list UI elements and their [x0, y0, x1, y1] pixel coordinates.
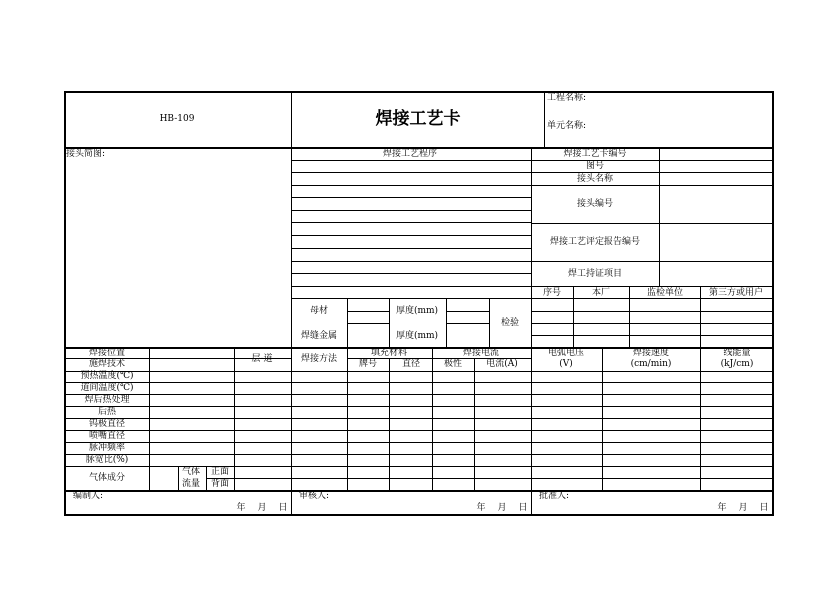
prepared-day: 日: [278, 503, 288, 513]
grid-line: [531, 147, 532, 348]
layer-pass-label: 层-道: [251, 354, 273, 364]
prepared-year: 年: [236, 503, 246, 513]
approved-day: 日: [759, 503, 769, 513]
pwht-label: 焊后热处理: [84, 395, 130, 405]
grid-line: [602, 347, 603, 491]
polarity-label: 极性: [443, 359, 463, 369]
grid-line: [291, 91, 292, 148]
grid-line: [573, 286, 574, 348]
grid-line: [291, 210, 532, 211]
grid-line: [531, 311, 773, 312]
grid-line: [544, 91, 545, 148]
filler-label: 填充材料: [370, 348, 408, 358]
procedure-label: 焊接工艺程序: [382, 149, 438, 159]
reviewed-year: 年: [476, 503, 486, 513]
grid-line: [700, 347, 701, 491]
grid-line: [531, 335, 773, 336]
doc-code: HB-109: [159, 114, 195, 124]
approved-by-label: 批准人:: [539, 491, 570, 501]
grid-line: [64, 430, 773, 431]
approved-month: 月: [738, 503, 748, 513]
grid-line: [64, 514, 774, 516]
grid-line: [474, 358, 475, 491]
weld-metal-label: 焊缝金属: [300, 331, 338, 341]
grid-line: [347, 347, 348, 491]
inspection-seq-label: 序号: [542, 288, 562, 298]
pulse-ratio-label: 脉宽比(%): [85, 455, 129, 465]
grid-line: [291, 273, 532, 274]
grid-line: [446, 323, 490, 324]
drawing-no-label: 图号: [585, 161, 605, 171]
grid-line: [291, 248, 532, 249]
weld-position-label: 焊接位置: [88, 348, 126, 358]
brand-label: 牌号: [358, 359, 378, 369]
grid-line: [432, 347, 433, 491]
inspection-label: 检验: [500, 318, 520, 328]
voltage-label: 电弧电压: [547, 348, 585, 358]
grid-line: [206, 466, 207, 491]
gas-back-label: 背面: [210, 479, 230, 489]
grid-line: [64, 490, 774, 492]
prepared-by-label: 编制人:: [73, 491, 104, 501]
grid-line: [64, 442, 773, 443]
grid-line: [531, 298, 773, 299]
speed-unit: (cm/min): [630, 359, 672, 369]
base-metal-label: 母材: [309, 306, 329, 316]
grid-line: [629, 286, 630, 348]
inspection-factory-label: 本厂: [591, 288, 611, 298]
welder-item-label: 焊工持证项目: [567, 269, 623, 279]
grid-line: [531, 347, 532, 515]
reviewed-by-label: 审核人:: [299, 491, 330, 501]
inspection-third-party-label: 第三方或用户: [708, 288, 764, 298]
pulse-freq-label: 脉冲频率: [88, 443, 126, 453]
diameter-label: 直径: [401, 359, 421, 369]
base-thickness-label: 厚度(mm): [395, 306, 439, 316]
approved-year: 年: [717, 503, 727, 513]
grid-line: [531, 160, 773, 161]
grid-line: [291, 222, 532, 223]
project-name-label: 工程名称:: [547, 93, 587, 103]
gas-flow-label: 气体: [181, 467, 201, 477]
joint-sketch-label: 接头简图:: [66, 149, 106, 159]
grid-line: [291, 235, 532, 236]
interpass-label: 道间温度(℃): [80, 383, 134, 393]
pqr-no-label: 焊接工艺评定报告编号: [549, 237, 641, 247]
weld-thickness-label: 厚度(mm): [395, 331, 439, 341]
grid-line: [178, 466, 179, 491]
unit-name-label: 单元名称:: [547, 121, 587, 131]
amps-label: 电流(A): [486, 359, 518, 369]
grid-line: [347, 323, 390, 324]
grid-line: [700, 286, 701, 348]
grid-line: [291, 197, 532, 198]
nozzle-dia-label: 喷嘴直径: [88, 431, 126, 441]
method-label: 焊接方法: [300, 354, 338, 364]
grid-line: [531, 371, 773, 372]
joint-no-label: 接头编号: [576, 199, 614, 209]
grid-line: [64, 91, 774, 93]
grid-line: [64, 454, 773, 455]
current-label: 焊接电流: [462, 348, 500, 358]
inspection-supervisor-label: 监检单位: [646, 288, 684, 298]
grid-line: [659, 147, 660, 287]
post-heat-label: 后热: [97, 407, 117, 417]
grid-line: [291, 160, 532, 161]
grid-line: [234, 347, 235, 491]
grid-line: [149, 347, 150, 491]
grid-line: [291, 371, 532, 372]
heat-input-unit: (kJ/cm): [720, 359, 754, 369]
card-no-label: 焊接工艺卡编号: [563, 149, 627, 159]
grid-line: [531, 286, 773, 287]
grid-line: [64, 394, 773, 395]
grid-line: [772, 91, 774, 516]
gas-front-label: 正面: [210, 467, 230, 477]
grid-line: [531, 172, 773, 173]
voltage-unit: (V): [559, 359, 573, 369]
grid-line: [531, 323, 773, 324]
reviewed-month: 月: [497, 503, 507, 513]
grid-line: [291, 298, 532, 299]
grid-line: [291, 261, 532, 262]
technique-label: 施焊技术: [88, 359, 126, 369]
joint-name-label: 接头名称: [576, 174, 614, 184]
grid-line: [531, 223, 773, 224]
speed-label: 焊接速度: [632, 348, 670, 358]
gas-label: 气体成分: [88, 473, 126, 483]
grid-line: [64, 418, 773, 419]
preheat-label: 预热温度(℃): [80, 371, 134, 381]
gas-flow-label-2: 流量: [181, 479, 201, 489]
grid-line: [531, 261, 773, 262]
grid-line: [291, 286, 532, 287]
grid-line: [64, 406, 773, 407]
grid-line: [531, 185, 773, 186]
reviewed-day: 日: [518, 503, 528, 513]
grid-line: [64, 382, 773, 383]
grid-line: [64, 466, 773, 467]
grid-line: [389, 358, 390, 491]
grid-line: [347, 311, 390, 312]
tungsten-dia-label: 钨极直径: [88, 419, 126, 429]
grid-line: [291, 347, 292, 515]
heat-input-label: 线能量: [723, 348, 751, 358]
grid-line: [291, 172, 532, 173]
page-title: 焊接工艺卡: [375, 109, 461, 129]
grid-line: [291, 185, 532, 186]
prepared-month: 月: [257, 503, 267, 513]
grid-line: [446, 311, 490, 312]
